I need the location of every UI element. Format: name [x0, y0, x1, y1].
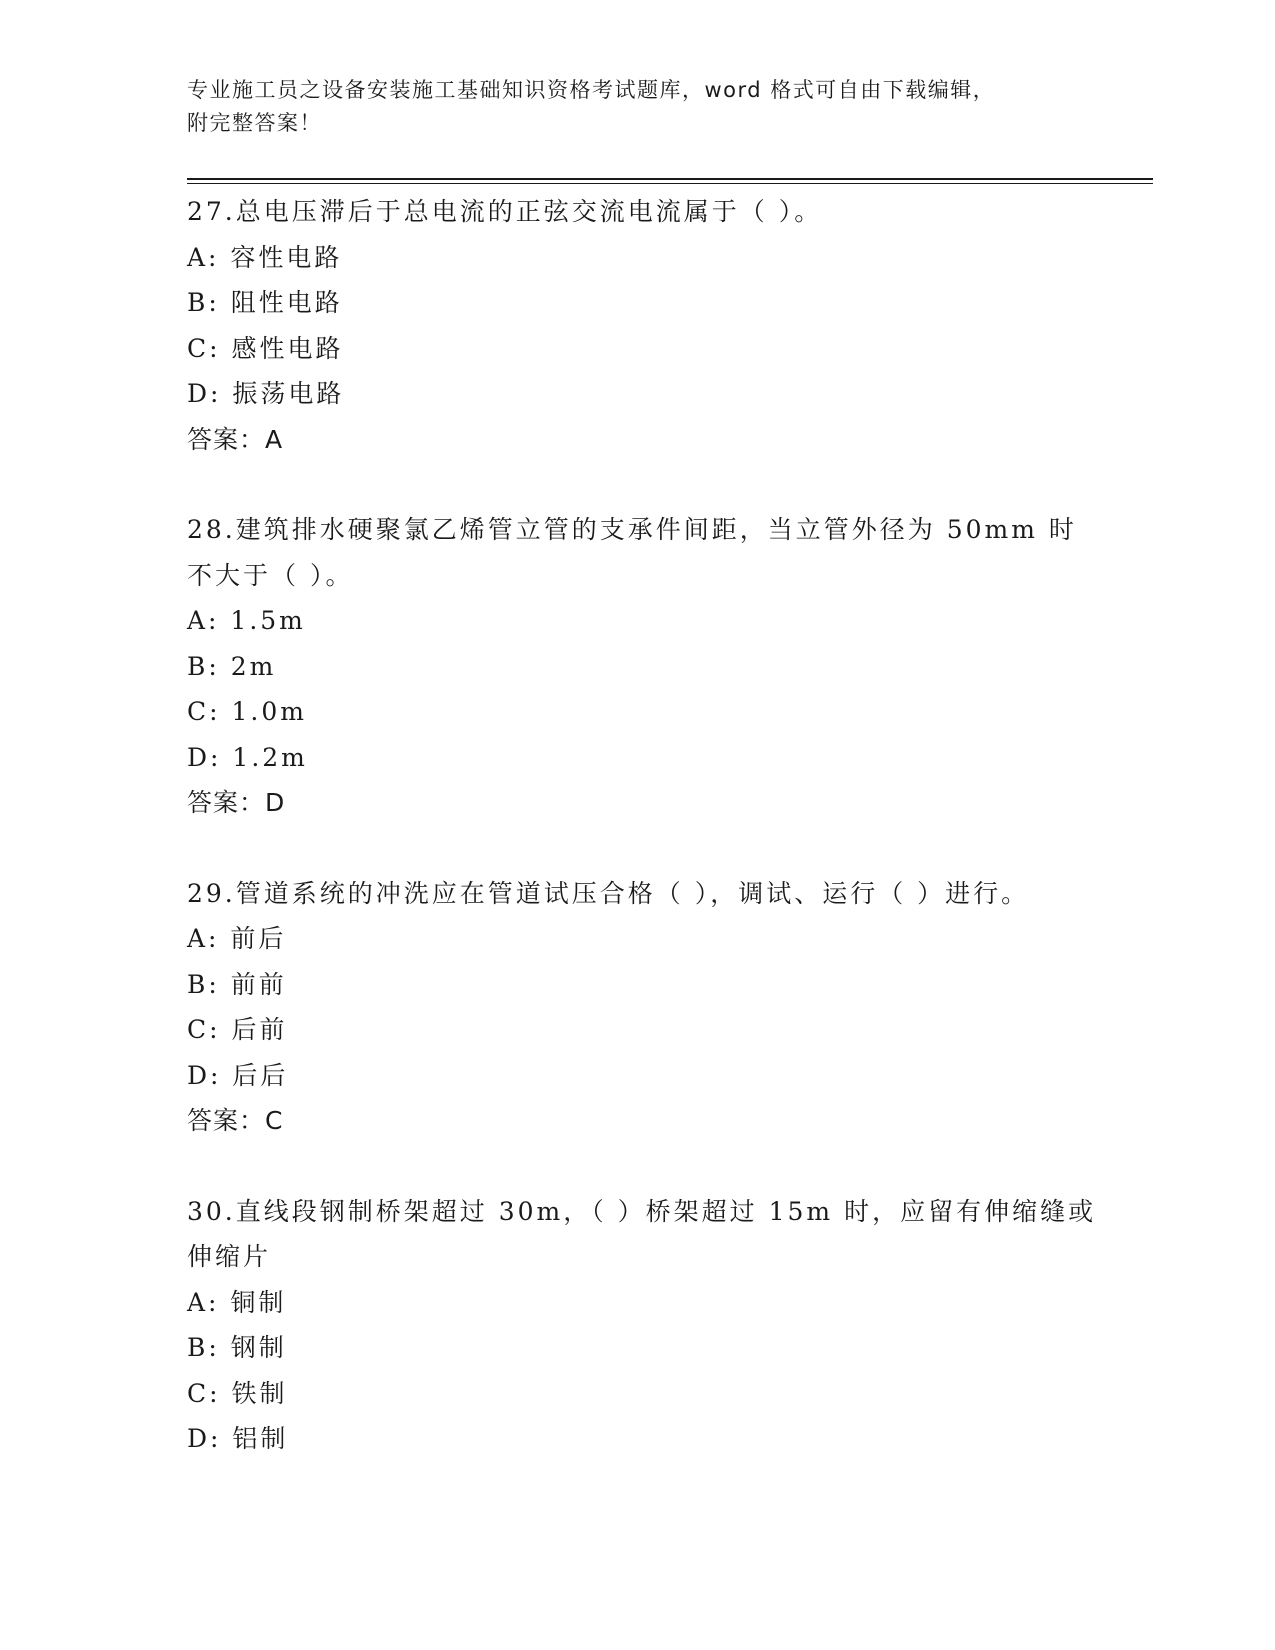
option-d: D: 铝制	[187, 1424, 289, 1453]
question-list	[187, 189, 1097, 1507]
document-header	[187, 74, 1067, 140]
question-29	[187, 871, 1097, 1144]
question-stem: 29.管道系统的冲洗应在管道试压合格（ ），调试、运行（ ）进行。	[187, 878, 1030, 908]
option-a: A: 铜制	[187, 1287, 287, 1317]
question-stem: 30.直线段钢制桥架超过 30m，（ ）桥架超过 15m 时，应留有伸缩缝或伸缩片	[187, 1196, 1097, 1271]
question-30	[187, 1189, 1097, 1462]
option-b: B: 阻性电路	[187, 288, 343, 317]
answer-text: 答案：C	[187, 1106, 284, 1135]
option-d: D: 振荡电路	[187, 379, 345, 408]
option-a: A: 容性电路	[187, 242, 343, 272]
option-b: B: 钢制	[187, 1333, 287, 1362]
header-line-2: 附完整答案！	[187, 111, 322, 135]
header-line-1: 专业施工员之设备安装施工基础知识资格考试题库，word 格式可自由下载编辑，	[187, 78, 996, 102]
question-stem: 28.建筑排水硬聚氯乙烯管立管的支承件间距，当立管外径为 50mm 时不大于（ ）。	[187, 515, 1077, 590]
option-c: C: 后前	[187, 1015, 288, 1044]
question-stem: 27.总电压滞后于总电流的正弦交流电流属于（ ）。	[187, 197, 823, 226]
header-divider-thick	[187, 178, 1153, 180]
question-28	[187, 507, 1097, 826]
header-divider-thin	[187, 183, 1153, 184]
answer-text: 答案：D	[187, 788, 286, 817]
option-c: C: 铁制	[187, 1378, 288, 1408]
question-27	[187, 189, 1097, 462]
option-a: A: 前后	[187, 924, 287, 953]
option-d: D: 后后	[187, 1060, 289, 1090]
option-d: D: 1.2m	[187, 742, 308, 772]
option-b: B: 2m	[187, 651, 277, 681]
option-b: B: 前前	[187, 969, 287, 999]
option-c: C: 感性电路	[187, 333, 344, 363]
option-c: C: 1.0m	[187, 697, 307, 726]
answer-text: 答案：A	[187, 424, 284, 454]
option-a: A: 1.5m	[187, 606, 306, 635]
